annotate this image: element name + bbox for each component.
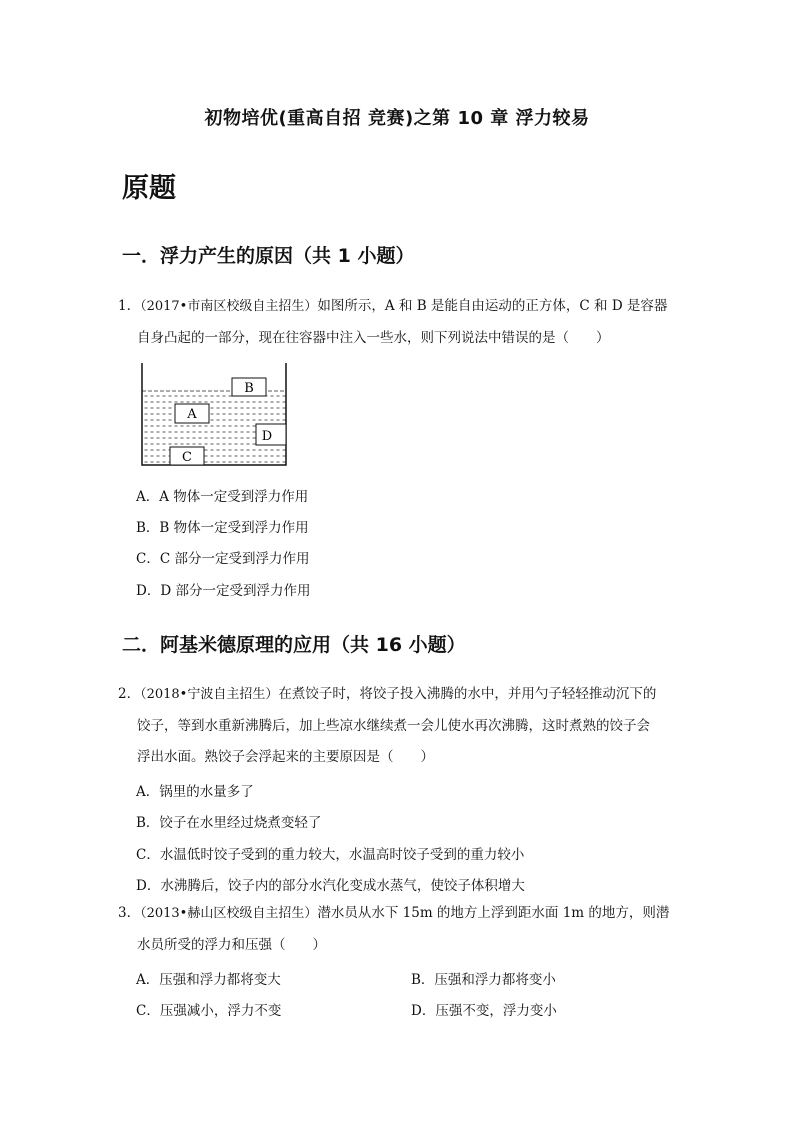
page-heading: 原题 [122, 173, 176, 204]
question-text: 潜水员从水下 15m 的地方上浮到距水面 1m 的地方，则潜 [317, 905, 670, 921]
q1-option-a: A．A 物体一定受到浮力作用 [136, 489, 309, 505]
q1-option-d: D．D 部分一定受到浮力作用 [136, 583, 311, 599]
document-title: 初物培优(重高自招 竞赛)之第 10 章 浮力较易 [204, 108, 590, 129]
q3-option-b: B．压强和浮力都将变小 [411, 972, 556, 988]
question-1-line-1 [118, 291, 680, 323]
label-d: D [261, 429, 273, 444]
section-heading-1: 一．浮力产生的原因（共 1 小题） [122, 245, 415, 267]
question-1-line-2: 自身凸起的一部分，现在往容器中注入一些水，则下列说法中错误的是（ ） [137, 329, 610, 346]
q3-option-d: D．压强不变，浮力变小 [411, 1003, 557, 1019]
q1-option-b: B．B 物体一定受到浮力作用 [136, 520, 309, 536]
q3-option-a: A．压强和浮力都将变大 [136, 972, 281, 988]
question-2 [118, 679, 680, 774]
label-b: B [244, 381, 254, 396]
question-source: （2017•市南区校级自主招生） [140, 299, 318, 314]
question-number: 3． [118, 905, 141, 921]
q2-option-c: C．水温低时饺子受到的重力较大，水温高时饺子受到的重力较小 [136, 847, 525, 863]
question-2-line-3: 浮出水面。熟饺子会浮起来的主要原因是（ ） [137, 749, 434, 765]
question-3 [118, 898, 680, 961]
question-text: 如图所示，A 和 B 是能自由运动的正方体，C 和 D 是容器 [317, 298, 668, 314]
question-2-line-1 [118, 679, 680, 711]
q1-option-c: C．C 部分一定受到浮力作用 [136, 551, 310, 567]
question-3-line-2: 水员所受的浮力和压强（ ） [137, 936, 326, 953]
question-3-line-1 [118, 898, 680, 930]
q2-option-a: A．锅里的水量多了 [136, 784, 254, 800]
label-c: C [182, 450, 192, 465]
q2-option-b: B．饺子在水里经过烧煮变轻了 [136, 815, 322, 831]
question-2-line-2: 饺子，等到水重新沸腾后，加上些凉水继续煮一会儿使水再次沸腾，这时煮熟的饺子会 [137, 717, 650, 734]
question-number: 2． [118, 686, 141, 702]
container-diagram [138, 363, 290, 471]
label-a: A [187, 407, 197, 422]
question-source: （2013•赫山区校级自主招生） [140, 906, 318, 921]
question-text: 在煮饺子时，将饺子投入沸腾的水中，并用勺子轻轻推动沉下的 [278, 686, 657, 702]
question-number: 1． [118, 298, 141, 314]
question-source: （2018•宁波自主招生） [140, 687, 279, 702]
q3-option-c: C．压强减小，浮力不变 [136, 1003, 282, 1019]
question-1 [118, 291, 680, 354]
q2-option-d: D．水沸腾后，饺子内的部分水汽化变成水蒸气，使饺子体积增大 [136, 878, 525, 894]
section-heading-2: 二．阿基米德原理的应用（共 16 小题） [122, 634, 466, 656]
